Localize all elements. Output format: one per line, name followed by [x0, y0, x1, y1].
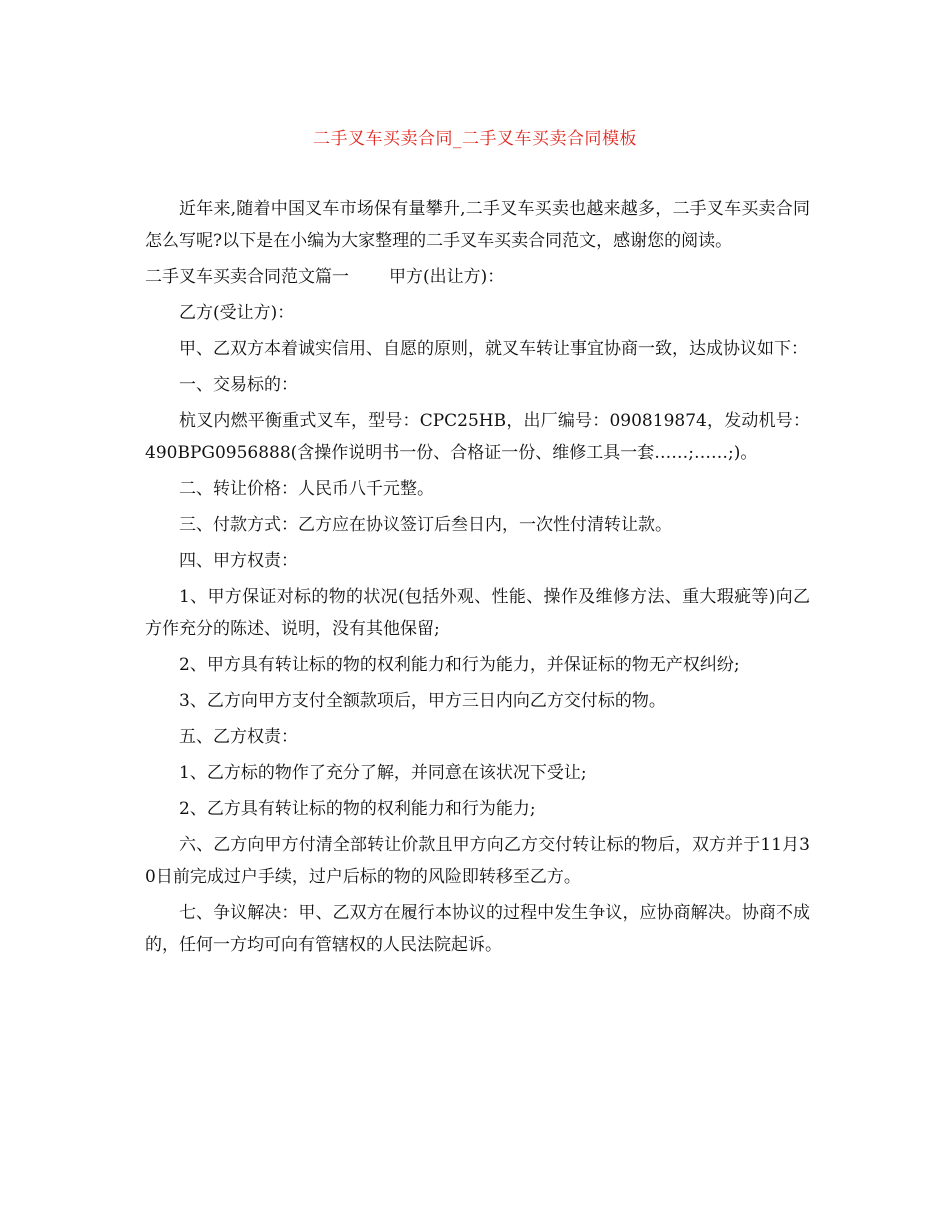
clause-2: 二、转让价格：人民币八千元整。	[179, 479, 434, 499]
clause-5-item-2: 2、乙方具有转让标的物的权利能力和行为能力;	[179, 799, 536, 819]
clause-4-title: 四、甲方权责：	[179, 551, 298, 571]
clause-5-title: 五、乙方权责：	[179, 727, 298, 747]
clause-1-title: 一、交易标的：	[179, 375, 298, 395]
clause-6: 六、乙方向甲方付清全部转让价款且甲方向乙方交付转让标的物后，双方并于11月30日前完成过户手续，过户后标的物的风险即转移至乙方。	[145, 835, 810, 887]
section-heading-line	[145, 261, 810, 293]
clause-4-item-3: 3、乙方向甲方支付全额款项后，甲方三日内向乙方交付标的物。	[179, 691, 666, 711]
clause-7: 七、争议解决：甲、乙双方在履行本协议的过程中发生争议，应协商解决。协商不成的，任何一方均可向有管辖权的人民法院起诉。	[145, 903, 810, 955]
intro-paragraph: 近年来,随着中国叉车市场保有量攀升,二手叉车买卖也越来越多，二手叉车买卖合同怎么写呢?以下是在小编为大家整理的二手叉车买卖合同范文，感谢您的阅读。	[145, 199, 810, 251]
clause-4-item-1: 1、甲方保证对标的物的状况(包括外观、性能、操作及维修方法、重大瑕疵等)向乙方作充分的陈述、说明，没有其他保留;	[145, 587, 810, 639]
clause-4-item-2: 2、甲方具有转让标的物的权利能力和行为能力，并保证标的物无产权纠纷;	[179, 655, 740, 675]
party-a-label: 甲方(出让方)：	[389, 267, 505, 287]
section-heading: 二手叉车买卖合同范文篇一	[145, 267, 349, 287]
document-title: 二手叉车买卖合同_二手叉车买卖合同模板	[313, 129, 637, 149]
clause-3: 三、付款方式：乙方应在协议签订后叁日内，一次性付清转让款。	[179, 515, 672, 535]
clause-1-body: 杭叉内燃平衡重式叉车，型号：CPC25HB，出厂编号：090819874，发动机号：490BPG0956888(含操作说明书一份、合格证一份、维修工具一套……;……;)。	[145, 411, 810, 463]
document-body	[145, 193, 810, 965]
clause-5-item-1: 1、乙方标的物作了充分了解，并同意在该状况下受让;	[179, 763, 587, 783]
preamble-paragraph: 甲、乙双方本着诚实信用、自愿的原则，就叉车转让事宜协商一致，达成协议如下：	[179, 339, 808, 359]
party-b-label: 乙方(受让方)：	[179, 303, 295, 323]
